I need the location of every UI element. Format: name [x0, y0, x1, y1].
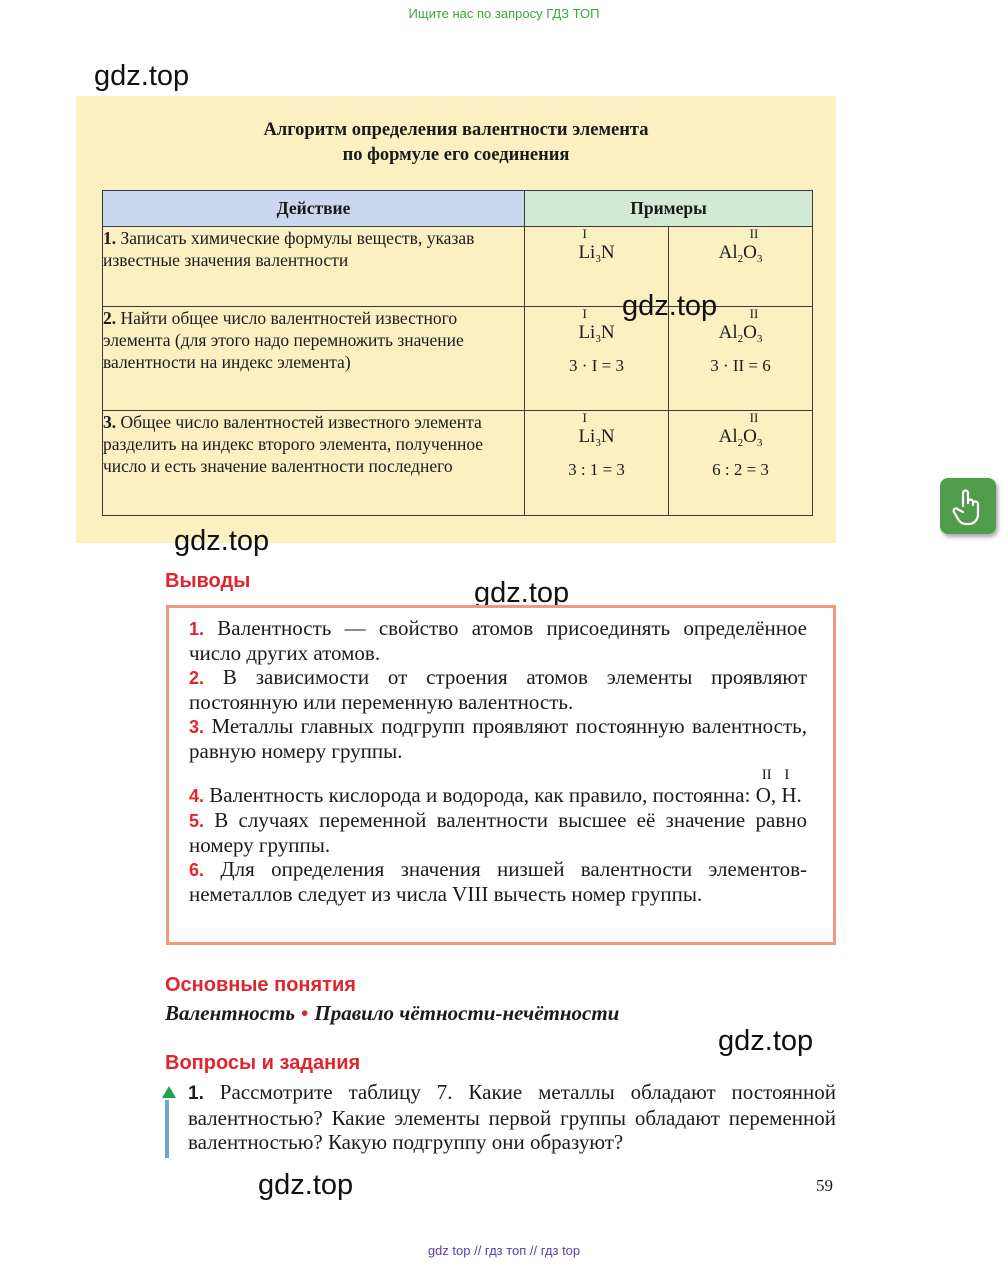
item-text: Валентность кислорода и водорода, как правило, постоянна: — [209, 783, 751, 807]
footer-note: gdz top // гдз топ // гдз top — [427, 1243, 581, 1258]
calculation: 3 : 1 = 3 — [568, 460, 625, 479]
table-row — [103, 307, 813, 411]
valence-mark: II — [761, 767, 772, 783]
interactive-tap-button[interactable] — [940, 478, 996, 534]
example-cell — [525, 307, 669, 411]
index: 3 — [595, 437, 601, 449]
oxygen-formula — [755, 767, 777, 807]
list-item — [189, 616, 807, 665]
list-item — [189, 808, 807, 857]
element-symbol: Al — [718, 322, 738, 343]
watermark: gdz.top — [94, 60, 190, 92]
step-text: Найти общее число валентностей известного элемента (для этого надо перемножить значение валентности на индекс элемента) — [103, 308, 464, 372]
table-header-row — [103, 191, 813, 227]
index: 3 — [595, 333, 601, 345]
step-text: Общее число валентностей известного элемента разделить на индекс второго элемента, полученное число и есть значение валентности последнего — [103, 412, 484, 476]
item-number: 3. — [189, 717, 205, 737]
formula-al2o3 — [719, 307, 763, 350]
step-number: 1. — [103, 228, 117, 248]
formula-al2o3 — [719, 227, 763, 270]
calculation: 3 · II = 6 — [710, 356, 771, 375]
watermark: gdz.top — [474, 577, 570, 609]
conclusions-heading: Выводы — [165, 570, 251, 592]
concepts-line — [165, 1001, 619, 1026]
action-cell — [103, 307, 525, 411]
index: 3 — [756, 437, 763, 449]
element-symbol: O — [743, 426, 757, 447]
step-number: 3. — [103, 412, 117, 432]
calculation: 3 · I = 3 — [569, 356, 624, 375]
element-symbol: O — [743, 322, 757, 343]
question-number: 1. — [188, 1083, 204, 1104]
index: 2 — [737, 253, 744, 265]
item-number: 1. — [189, 619, 205, 639]
column-header-action: Действие — [103, 191, 525, 227]
separator-dot: • — [301, 1001, 309, 1025]
question-item — [188, 1080, 836, 1154]
item-text: В случаях переменной валентности высшее её значение равно номеру группы. — [189, 808, 807, 857]
index: 3 — [595, 253, 601, 265]
valence-mark: I — [784, 767, 790, 783]
element-symbol: Li — [578, 426, 596, 447]
item-number: 5. — [189, 811, 205, 831]
hydrogen-formula — [781, 767, 802, 807]
concept-term: Валентность — [165, 1001, 296, 1025]
item-text: Для определения значения низшей валентности элементов-неметаллов следует из числа VIII вычесть номер группы. — [189, 857, 808, 906]
watermark: gdz.top — [174, 525, 270, 557]
concept-term: Правило чётности-нечётности — [314, 1001, 620, 1025]
index: 3 — [756, 253, 763, 265]
formula-al2o3 — [719, 411, 763, 454]
conclusions-list — [189, 616, 807, 906]
formula-li3n — [578, 411, 614, 454]
item-text: Валентность — свойство атомов присоединять определённое число других атомов. — [189, 616, 808, 665]
index: 2 — [737, 437, 744, 449]
list-item — [189, 714, 807, 763]
element-symbol: O — [743, 242, 757, 263]
element-symbol: Li — [578, 242, 596, 263]
formula-li3n — [578, 307, 614, 350]
valence-mark: II — [749, 410, 759, 425]
index: 3 — [756, 333, 763, 345]
item-number: 4. — [189, 786, 205, 806]
action-cell — [103, 411, 525, 516]
valence-mark: I — [582, 410, 587, 425]
algorithm-title-line2: по формуле его соединения — [342, 145, 570, 165]
element-symbol: Li — [578, 322, 596, 343]
question-side-bar — [165, 1100, 169, 1158]
algorithm-table — [102, 190, 813, 516]
element-symbol: Al — [718, 426, 738, 447]
valence-mark: II — [749, 306, 759, 321]
element-symbol: H. — [781, 783, 802, 807]
algorithm-title-line1: Алгоритм определения валентности элемента — [263, 120, 649, 140]
question-text: Рассмотрите таблицу 7. Какие металлы обладают постоянной валентностью? Какие элементы первой группы обладают переменной валентностью? Какую подгруппу они образуют? — [188, 1080, 837, 1154]
element-symbol: N — [600, 242, 615, 263]
watermark: gdz.top — [718, 1025, 814, 1057]
watermark: gdz.top — [258, 1169, 354, 1201]
hand-pointer-icon — [952, 488, 984, 526]
watermark: gdz.top — [622, 290, 718, 322]
item-text: Металлы главных подгрупп проявляют постоянную валентность, равную номеру группы. — [189, 714, 807, 763]
item-number: 6. — [189, 860, 205, 880]
list-item — [189, 665, 807, 714]
list-item — [189, 763, 807, 808]
element-symbol: N — [600, 426, 615, 447]
action-cell — [103, 227, 525, 307]
item-number: 2. — [189, 668, 205, 688]
valence-mark: II — [749, 226, 759, 241]
questions-heading: Вопросы и задания — [165, 1052, 361, 1074]
list-item — [189, 857, 807, 906]
valence-mark: I — [582, 306, 587, 321]
concepts-heading: Основные понятия — [165, 974, 356, 996]
example-cell — [669, 307, 813, 411]
step-text: Записать химические формулы веществ, указав известные значения валентности — [103, 228, 475, 270]
algorithm-title — [76, 118, 836, 168]
header-note: Ищите нас по запросу ГДЗ ТОП — [408, 6, 600, 21]
example-cell — [669, 411, 813, 516]
formula-li3n — [578, 227, 614, 270]
column-header-examples: Примеры — [525, 191, 813, 227]
element-symbol: Al — [718, 242, 738, 263]
example-cell — [525, 411, 669, 516]
element-symbol: O, — [755, 783, 777, 807]
valence-mark: I — [582, 226, 587, 241]
table-row — [103, 411, 813, 516]
step-number: 2. — [103, 308, 117, 328]
item-text: В зависимости от строения атомов элементы проявляют постоянную или переменную валентность. — [189, 665, 808, 714]
page-number: 59 — [816, 1176, 833, 1195]
calculation: 6 : 2 = 3 — [712, 460, 769, 479]
index: 2 — [737, 333, 744, 345]
element-symbol: N — [600, 322, 615, 343]
